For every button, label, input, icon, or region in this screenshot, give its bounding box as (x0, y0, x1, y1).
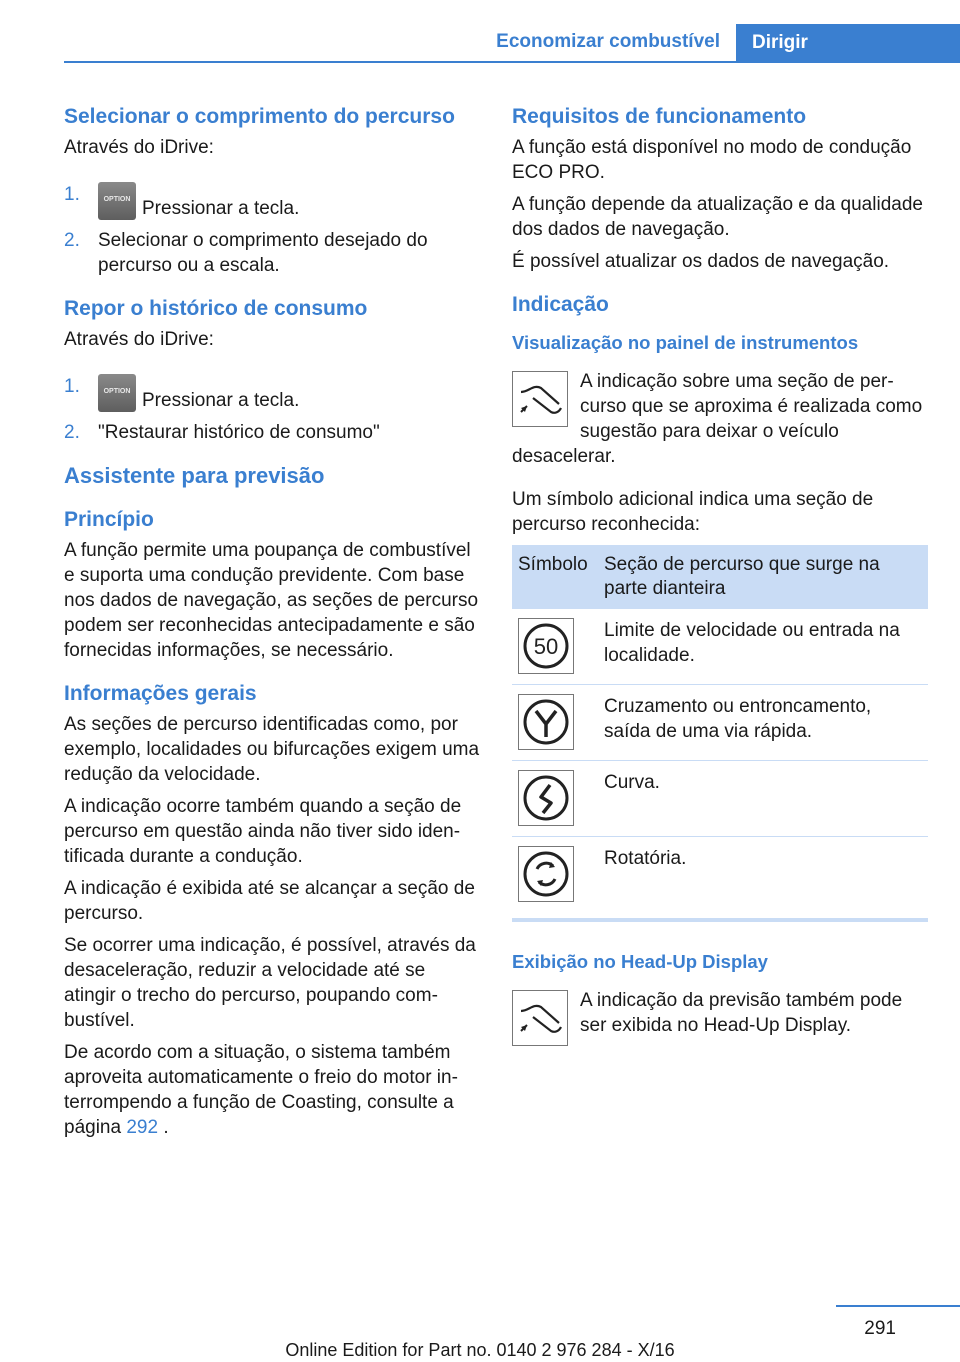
section-title-hud: Exibição no Head-Up Display (512, 951, 768, 972)
left-column (64, 104, 480, 1147)
step-text: "Restaurar histórico de consumo" (98, 422, 380, 443)
option-key-icon: OPTION (98, 374, 136, 412)
symbol-table (512, 545, 928, 912)
section-title-route-length: Selecionar o comprimento do percurso (64, 105, 455, 128)
table-header-symbol: Símbolo (512, 545, 598, 609)
section-title-indication: Indicação (512, 293, 609, 316)
coasting-indicator-icon (512, 371, 568, 427)
steps-route-length (64, 182, 480, 278)
table-cell-text: Rotatória. (604, 848, 687, 869)
section-title-requirements: Requisitos de funcionamento (512, 105, 807, 128)
table-row (512, 609, 928, 685)
table-end-rule (512, 918, 928, 922)
table-cell-text: Limite de velocidade ou entrada na localidade. (598, 609, 928, 685)
requirements-p2: A função depende da atualização e da qualidade dos dados de navegação. (512, 194, 923, 240)
step-number: 2. (64, 422, 80, 443)
speed-limit-50-icon (518, 618, 574, 674)
table-header-section: Seção de percurso que surge na parte dianteira (598, 545, 928, 609)
table-header-row (512, 545, 928, 609)
section-title-reset-history: Repor o histórico de consumo (64, 297, 368, 320)
general-info-p2: A indicação ocorre também quando a seção de percurso em questão ainda não tiver sido identificada durante a condução. (64, 796, 462, 867)
section-title-principle: Princípio (64, 508, 154, 531)
general-info-p5: De acordo com a situação, o sistema também aproveita automaticamente o freio do motor interrompendo a função de Coasting, consulte a página 292 . (64, 1042, 458, 1138)
intro-idrive-2: Através do iDrive: (64, 329, 214, 350)
header-chapter-tab[interactable]: Dirigir (736, 24, 960, 63)
instrument-cluster-text: A indicação sobre uma seção de percurso que se aproxima é realizada como sugestão para deixar o veículo desacelerar. (512, 371, 923, 467)
step-item (64, 182, 480, 221)
step-item (64, 228, 480, 278)
step-number: 1. (64, 376, 80, 397)
steps-reset-history (64, 374, 480, 445)
roundabout-icon (518, 846, 574, 902)
page-reference-link[interactable]: 292 (126, 1117, 159, 1138)
page-number: 291 (864, 1318, 896, 1339)
general-info-p1: As seções de percurso identificadas como, por exemplo, localidades ou bifurcações exigem uma redução da velocidade. (64, 714, 480, 785)
coasting-indicator-icon (512, 990, 568, 1046)
junction-icon (518, 694, 574, 750)
general-info-p3: A indicação é exibida até se alcançar a seção de percurso. (64, 878, 475, 924)
right-column (512, 104, 928, 1050)
section-title-instrument-cluster: Visualização no painel de instrumentos (512, 332, 859, 353)
step-number: 2. (64, 230, 80, 251)
svg-text:50: 50 (533, 634, 559, 659)
requirements-p1: A função está disponível no modo de condução ECO PRO. (512, 137, 912, 183)
step-item (64, 420, 480, 445)
step-item (64, 374, 480, 413)
principle-text: A função permite uma poupança de combustível e suporta uma condução previdente. Com base nos dados de navegação, as seções de percurso podem ser reconhecidas antecipadamente e são fornecidas informações, se necessário. (64, 540, 479, 661)
table-cell-text: Cruzamento ou entroncamento, saída de uma via rápida. (598, 685, 928, 761)
intro-idrive-1: Através do iDrive: (64, 137, 214, 158)
footer-edition: Online Edition for Part no. 0140 2 976 284 - X/16 (285, 1340, 675, 1360)
header-rule (64, 61, 960, 63)
header-section-title: Economizar combustível (496, 31, 720, 52)
requirements-p3: É possível atualizar os dados de navegação. (512, 251, 890, 272)
general-info-p4: Se ocorrer uma indicação, é possível, através da desaceleração, reduzir a velocidade até se atingir o trecho do percurso, poupando combustível. (64, 935, 476, 1031)
footer-rule (836, 1305, 960, 1307)
step-text: Selecionar o comprimento desejado do percurso ou a escala. (98, 230, 428, 276)
curve-icon (518, 770, 574, 826)
step-number: 1. (64, 184, 80, 205)
section-title-general-info: Informações gerais (64, 682, 257, 705)
option-key-icon: OPTION (98, 182, 136, 220)
table-cell-text: Curva. (598, 761, 928, 837)
hud-text: A indicação da previsão também pode ser exibida no Head-Up Display. (512, 988, 928, 1038)
additional-symbol-text: Um símbolo adicional indica uma seção de percurso reconhecida: (512, 489, 874, 535)
table-row (512, 761, 928, 837)
table-row (512, 685, 928, 761)
step-text: Pressionar a tecla. (142, 390, 300, 411)
table-row (512, 837, 928, 913)
step-text: Pressionar a tecla. (142, 198, 300, 219)
section-title-forecast-assistant: Assistente para previsão (64, 463, 325, 488)
